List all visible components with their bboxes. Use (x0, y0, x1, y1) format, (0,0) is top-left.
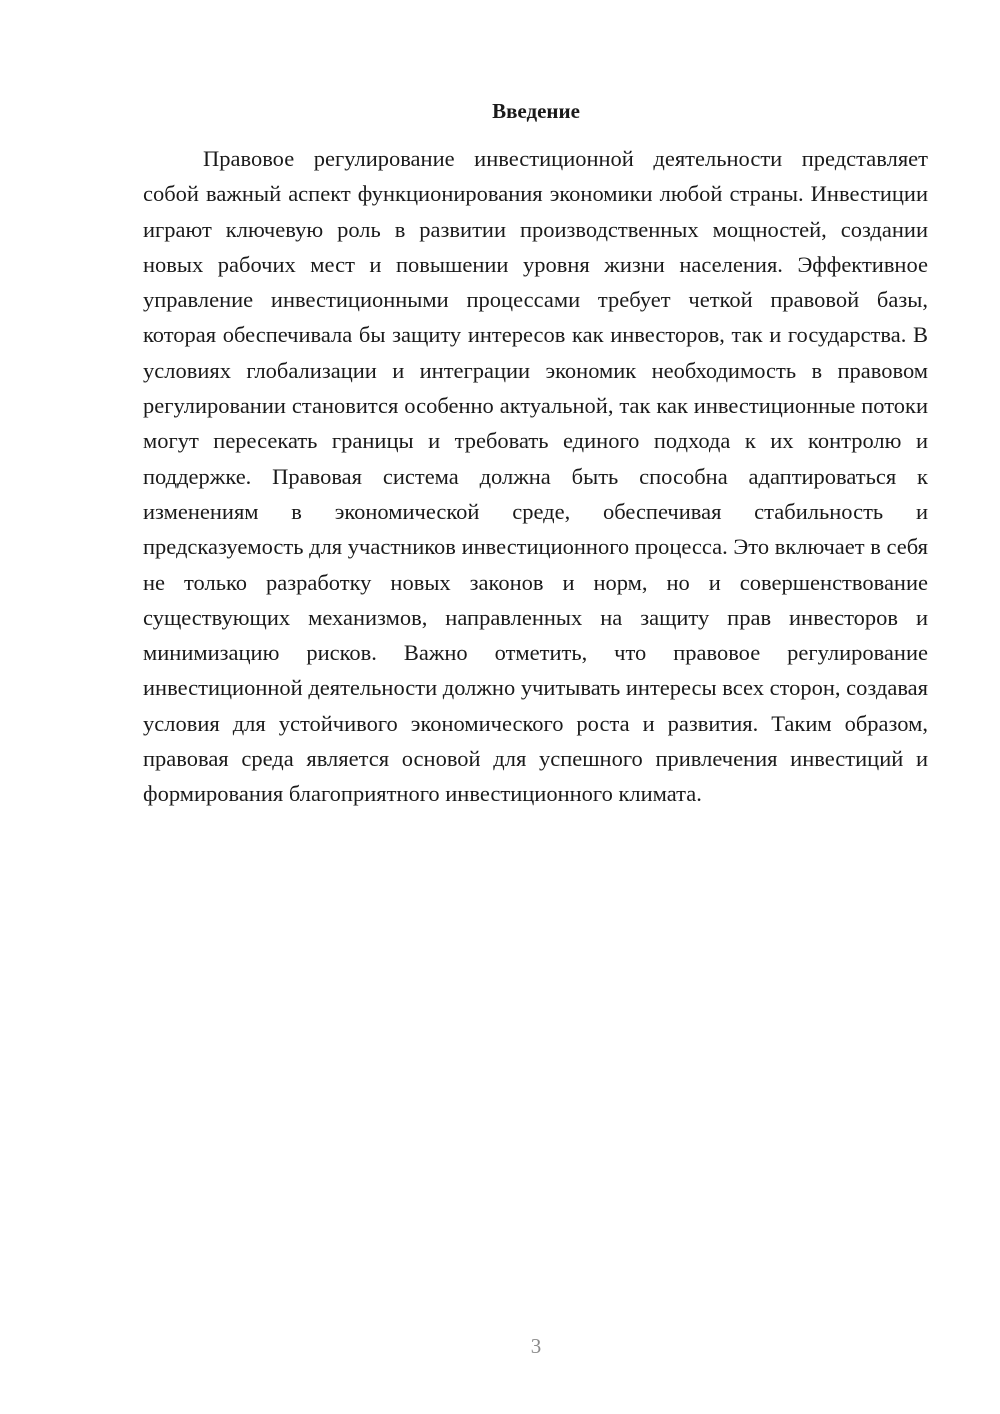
page-number: 3 (530, 1334, 542, 1358)
intro-paragraph: Правовое регулирование инвестиционной деятельности представляет собой важный аспект функционирования экономики любой страны. Инвестиции играют ключевую роль в развитии производственных мощностей, создании новых рабочих мест и повышении уровня жизни населения. Эффективное управление инвестиционными процессами требует четкой правовой базы, которая обеспечивала бы защиту интересов как инвесторов, так и государства. В условиях глобализации и интеграции экономик необходимость в правовом регулировании становится особенно актуальной, так как инвестиционные потоки могут пересекать границы и требовать единого подхода к их контролю и поддержке. Правовая система должна быть способна адаптироваться к изменениям в экономической среде, обеспечивая стабильность и предсказуемость для участников инвестиционного процесса. Это включает в себя не только разработку новых законов и норм, но и совершенствование существующих механизмов, направленных на защиту прав инвесторов и минимизацию рисков. Важно отметить, что правовое регулирование инвестиционной деятельности должно учитывать интересы всех сторон, создавая условия для устойчивого экономического роста и развития. Таким образом, правовая среда является основой для успешного привлечения инвестиций и формирования благоприятного инвестиционного климата. (143, 146, 928, 807)
section-heading: Введение (492, 99, 580, 123)
